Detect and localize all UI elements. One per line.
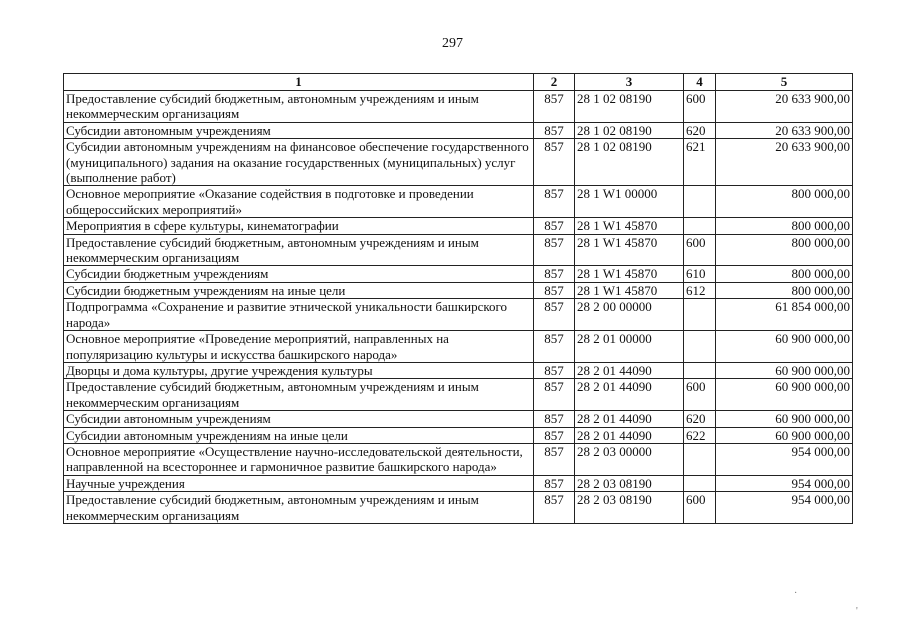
- table-row: [64, 379, 853, 411]
- target-article-code: 28 2 00 00000: [575, 299, 684, 331]
- header-col-2: 2: [534, 74, 575, 91]
- expense-name: Мероприятия в сфере культуры, кинематографии: [64, 218, 534, 234]
- table-row: [64, 427, 853, 443]
- budget-table: [63, 73, 853, 524]
- table-row: [64, 186, 853, 218]
- amount: 954 000,00: [716, 492, 853, 524]
- amount: 60 900 000,00: [716, 362, 853, 378]
- header-col-5: 5: [716, 74, 853, 91]
- target-article-code: 28 1 W1 45870: [575, 282, 684, 298]
- target-article-code: 28 2 01 44090: [575, 362, 684, 378]
- amount: 20 633 900,00: [716, 139, 853, 186]
- page-number: 297: [442, 36, 463, 51]
- target-article-code: 28 1 W1 45870: [575, 234, 684, 266]
- table-row: [64, 122, 853, 138]
- expense-type-code: 620: [684, 411, 716, 427]
- department-code: 857: [534, 492, 575, 524]
- expense-type-code: [684, 443, 716, 475]
- header-col-4: 4: [684, 74, 716, 91]
- expense-type-code: [684, 331, 716, 363]
- amount: 800 000,00: [716, 234, 853, 266]
- target-article-code: 28 1 02 08190: [575, 122, 684, 138]
- amount: 800 000,00: [716, 282, 853, 298]
- scan-speck: ·: [794, 588, 798, 599]
- amount: 954 000,00: [716, 443, 853, 475]
- expense-name: Субсидии автономным учреждениям: [64, 411, 534, 427]
- expense-type-code: 610: [684, 266, 716, 282]
- table-row: [64, 411, 853, 427]
- target-article-code: 28 2 03 08190: [575, 492, 684, 524]
- table-row: [64, 282, 853, 298]
- table-row: [64, 475, 853, 491]
- target-article-code: 28 2 01 44090: [575, 427, 684, 443]
- expense-type-code: [684, 475, 716, 491]
- expense-type-code: 600: [684, 379, 716, 411]
- expense-type-code: 600: [684, 91, 716, 123]
- header-col-3: 3: [575, 74, 684, 91]
- amount: 61 854 000,00: [716, 299, 853, 331]
- department-code: 857: [534, 282, 575, 298]
- table-row: [64, 91, 853, 123]
- target-article-code: 28 1 02 08190: [575, 91, 684, 123]
- expense-name: Научные учреждения: [64, 475, 534, 491]
- expense-name: Субсидии автономным учреждениям на иные цели: [64, 427, 534, 443]
- department-code: 857: [534, 218, 575, 234]
- table-row: [64, 443, 853, 475]
- department-code: 857: [534, 266, 575, 282]
- expense-name: Субсидии автономным учреждениям: [64, 122, 534, 138]
- expense-name: Субсидии бюджетным учреждениям: [64, 266, 534, 282]
- amount: 20 633 900,00: [716, 91, 853, 123]
- amount: 60 900 000,00: [716, 379, 853, 411]
- expense-type-code: 600: [684, 492, 716, 524]
- table-header-row: [64, 74, 853, 91]
- department-code: 857: [534, 362, 575, 378]
- department-code: 857: [534, 427, 575, 443]
- target-article-code: 28 2 01 00000: [575, 331, 684, 363]
- table-row: [64, 218, 853, 234]
- department-code: 857: [534, 379, 575, 411]
- table-row: [64, 139, 853, 186]
- expense-name: Субсидии бюджетным учреждениям на иные цели: [64, 282, 534, 298]
- target-article-code: 28 1 02 08190: [575, 139, 684, 186]
- expense-type-code: [684, 218, 716, 234]
- amount: 954 000,00: [716, 475, 853, 491]
- expense-name: Основное мероприятие «Проведение мероприятий, направленных на популяризацию культуры и искусства башкирского народа»: [64, 331, 534, 363]
- expense-name: Основное мероприятие «Осуществление научно-исследовательской деятельности, направленной на всестороннее и гармоничное развитие башкирского народа»: [64, 443, 534, 475]
- table-row: [64, 362, 853, 378]
- department-code: 857: [534, 443, 575, 475]
- amount: 20 633 900,00: [716, 122, 853, 138]
- expense-type-code: [684, 299, 716, 331]
- expense-type-code: 622: [684, 427, 716, 443]
- expense-name: Предоставление субсидий бюджетным, автономным учреждениям и иным некоммерческим организациям: [64, 91, 534, 123]
- table-row: [64, 492, 853, 524]
- amount: 60 900 000,00: [716, 411, 853, 427]
- expense-name: Основное мероприятие «Оказание содействия в подготовке и проведении общероссийских мероприятий»: [64, 186, 534, 218]
- expense-name: Предоставление субсидий бюджетным, автономным учреждениям и иным некоммерческим организациям: [64, 492, 534, 524]
- expense-name: Предоставление субсидий бюджетным, автономным учреждениям и иным некоммерческим организациям: [64, 379, 534, 411]
- table-body: [64, 91, 853, 524]
- table-row: [64, 266, 853, 282]
- table-row: [64, 234, 853, 266]
- amount: 800 000,00: [716, 186, 853, 218]
- department-code: 857: [534, 122, 575, 138]
- department-code: 857: [534, 331, 575, 363]
- target-article-code: 28 2 03 08190: [575, 475, 684, 491]
- expense-type-code: 600: [684, 234, 716, 266]
- target-article-code: 28 1 W1 45870: [575, 266, 684, 282]
- expense-type-code: 621: [684, 139, 716, 186]
- target-article-code: 28 2 03 00000: [575, 443, 684, 475]
- amount: 800 000,00: [716, 218, 853, 234]
- department-code: 857: [534, 411, 575, 427]
- department-code: 857: [534, 186, 575, 218]
- header-col-1: 1: [64, 74, 534, 91]
- department-code: 857: [534, 91, 575, 123]
- expense-name: Дворцы и дома культуры, другие учреждения культуры: [64, 362, 534, 378]
- target-article-code: 28 2 01 44090: [575, 379, 684, 411]
- amount: 60 900 000,00: [716, 427, 853, 443]
- department-code: 857: [534, 234, 575, 266]
- department-code: 857: [534, 299, 575, 331]
- amount: 60 900 000,00: [716, 331, 853, 363]
- expense-name: Подпрограмма «Сохранение и развитие этнической уникальности башкирского народа»: [64, 299, 534, 331]
- scan-speck: ': [856, 606, 858, 617]
- department-code: 857: [534, 475, 575, 491]
- table-row: [64, 299, 853, 331]
- expense-type-code: 612: [684, 282, 716, 298]
- department-code: 857: [534, 139, 575, 186]
- expense-name: Субсидии автономным учреждениям на финансовое обеспечение государственного (муниципального) задания на оказание государственных (муниципальных) услуг (выполнение работ): [64, 139, 534, 186]
- target-article-code: 28 1 W1 00000: [575, 186, 684, 218]
- expense-type-code: [684, 362, 716, 378]
- target-article-code: 28 1 W1 45870: [575, 218, 684, 234]
- expense-type-code: 620: [684, 122, 716, 138]
- amount: 800 000,00: [716, 266, 853, 282]
- table-row: [64, 331, 853, 363]
- expense-name: Предоставление субсидий бюджетным, автономным учреждениям и иным некоммерческим организациям: [64, 234, 534, 266]
- target-article-code: 28 2 01 44090: [575, 411, 684, 427]
- expense-type-code: [684, 186, 716, 218]
